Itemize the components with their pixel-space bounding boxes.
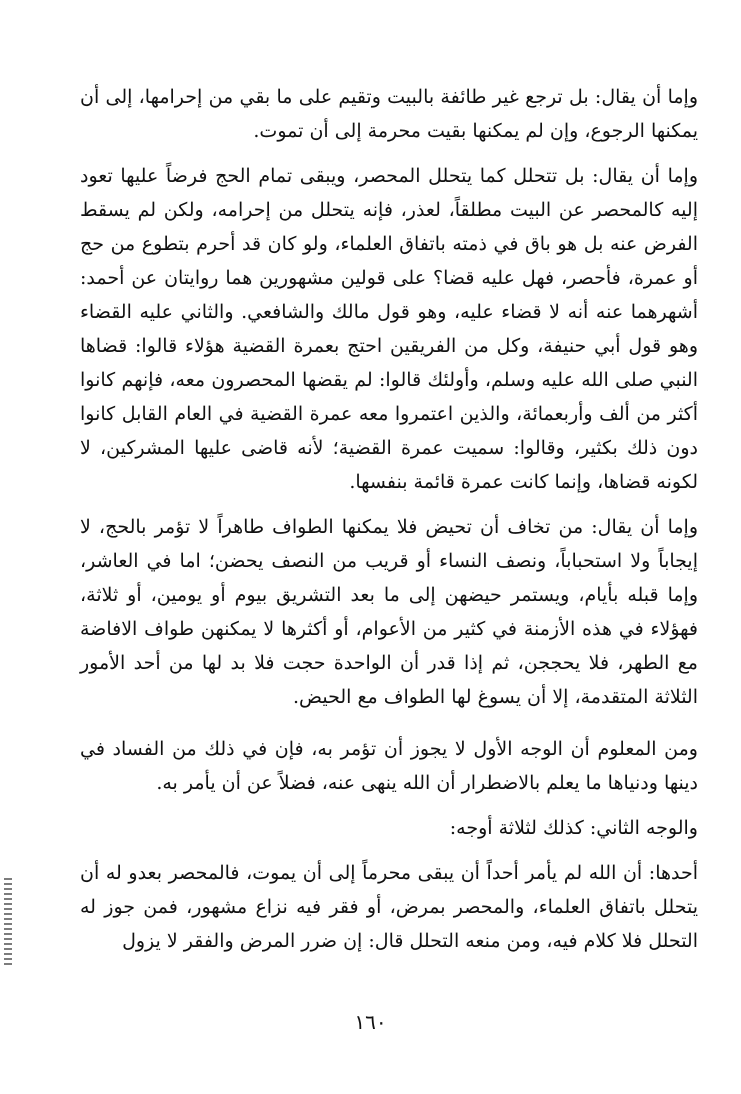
scan-edge-mark bbox=[4, 878, 12, 968]
body-text bbox=[80, 80, 698, 969]
paragraph-4: ومن المعلوم أن الوجه الأول لا يجوز أن تؤمر به، فإن في ذلك من الفساد في دينها ودنياها ما يعلم بالاضطرار أن الله ينهى عنه، فضلاً عن أن يأمر به. bbox=[80, 738, 698, 794]
page-number: ١٦٠ bbox=[354, 1010, 387, 1034]
paragraph-5: والوجه الثاني: كذلك لثلاثة أوجه: bbox=[449, 817, 698, 839]
paragraph-3: وإما أن يقال: من تخاف أن تحيض فلا يمكنها الطواف طاهراً لا تؤمر بالحج، لا إيجاباً ولا استحباباً، ونصف النساء أو قريب من النصف يحضن؛ اما في العاشر، وإما قبله بأيام، ويستمر حيضهن إلى ما بعد التشريق بيوم أو يومين، أو ثلاثة، فهؤلاء في هذه الأزمنة في كثير من الأعوام، أو أكثرها لا يمكنهن طواف الافاضة مع الطهر، فلا يحججن، ثم إذا قدر أن الواحدة حجت فلا بد لها من أحد الأمور الثلاثة المتقدمة، إلا أن يسوغ لها الطواف مع الحيض. bbox=[80, 516, 698, 708]
paragraph-6: أحدها: أن الله لم يأمر أحداً أن يبقى محرماً إلى أن يموت، فالمحصر بعدو له أن يتحلل باتفاق العلماء، والمحصر بمرض، أو فقر فيه نزاع مشهور، فمن جوز له التحلل فلا كلام فيه، ومن منعه التحلل قال: إن ضرر المرض والفقر لا يزول bbox=[80, 862, 698, 952]
paragraph-2: وإما أن يقال: بل تتحلل كما يتحلل المحصر، ويبقى تمام الحج فرضاً عليها تعود إليه كالمحصر عن البيت مطلقاً، لعذر، فإنه يتحلل من إحرامه، ولكن لم يسقط الفرض عنه بل هو باق في ذمته باتفاق العلماء، ولو كان قد أحرم بتطوع من حج أو عمرة، فأحصر، فهل عليه قضا؟ على قولين مشهورين هما روايتان عن أحمد: أشهرهما عنه أنه لا قضاء عليه، وهو قول مالك والشافعي. والثاني عليه القضاء وهو قول أبي حنيفة، وكل من الفريقين احتج بعمرة القضية هؤلاء قالوا: قضاها النبي صلى الله عليه وسلم، وأولئك قالوا: لم يقضها المحصرون معه، فإنهم كانوا أكثر من ألف وأربعمائة، والذين اعتمروا معه عمرة القضية في العام القابل كانوا دون ذلك بكثير، وقالوا: سميت عمرة القضية؛ لأنه قاضى عليها المشركين، لا لكونه قضاها، وإنما كانت عمرة قائمة بنفسها. bbox=[80, 165, 698, 493]
paragraph-1: وإما أن يقال: بل ترجع غير طائفة بالبيت وتقيم على ما بقي من إحرامها، إلى أن يمكنها الرجوع، وإن لم يمكنها بقيت محرمة إلى أن تموت. bbox=[80, 86, 698, 142]
